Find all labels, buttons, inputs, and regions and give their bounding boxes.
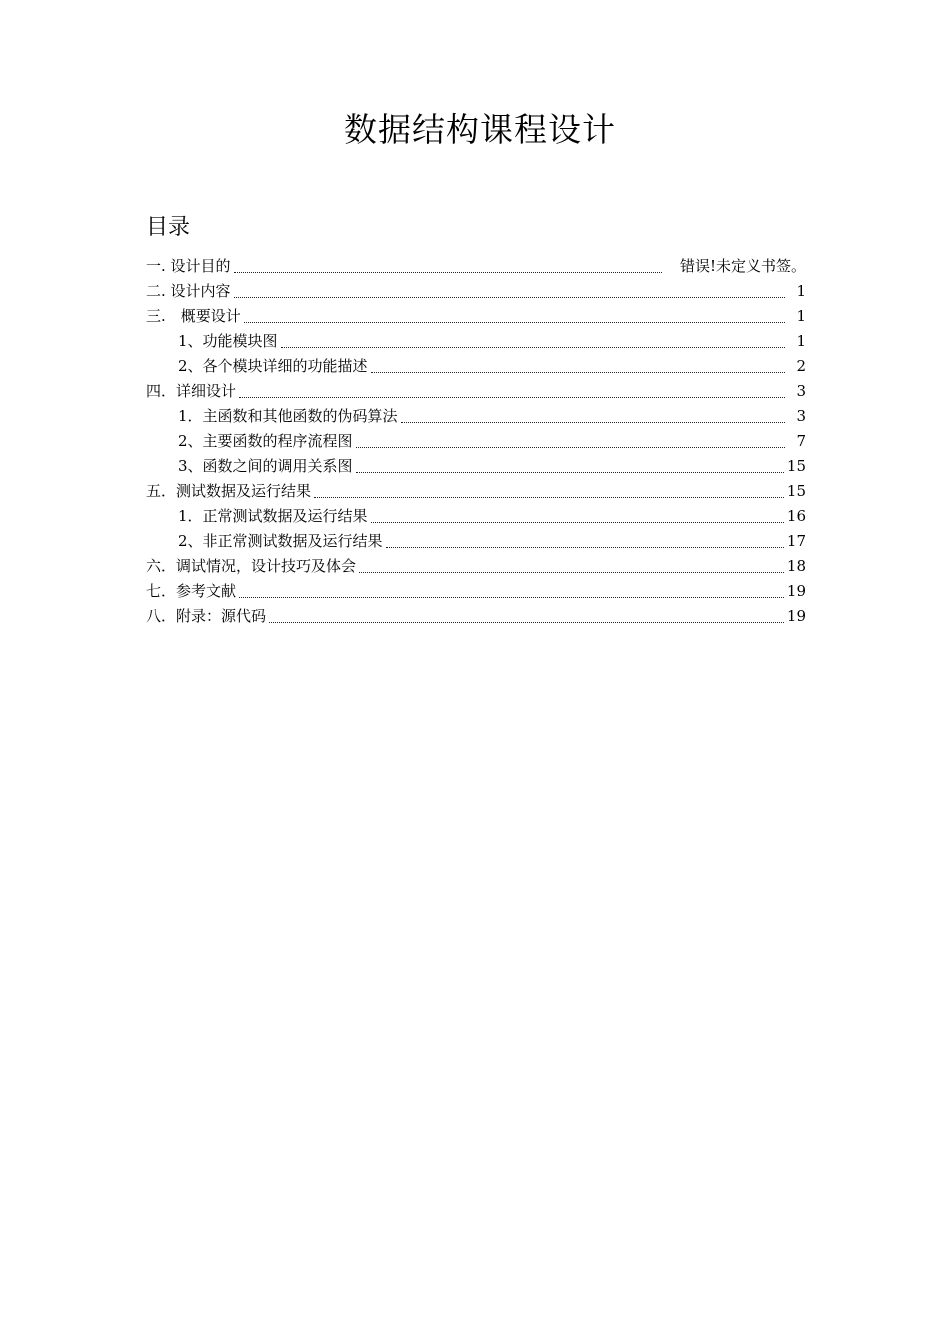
toc-leader-dots (371, 504, 784, 523)
toc-entry-title: 1．正常测试数据及运行结果 (178, 507, 368, 525)
toc-entry-title: 2、非正常测试数据及运行结果 (178, 532, 383, 550)
toc-entry[interactable] (146, 554, 806, 579)
toc-entry-page: 错误!未定义书签。 (679, 257, 806, 275)
toc-entry[interactable] (146, 479, 806, 504)
toc-leader-dots (239, 579, 784, 598)
toc-entry-title: 2、主要函数的程序流程图 (178, 432, 353, 450)
toc-heading: 目录 (146, 215, 191, 240)
toc-entry-page: 16 (786, 507, 806, 525)
toc-entry[interactable] (146, 379, 806, 404)
toc-subentry[interactable] (146, 429, 806, 454)
toc-entry-page: 1 (796, 307, 806, 325)
toc-entry-page: 19 (786, 582, 806, 600)
toc-entry-title: 五．测试数据及运行结果 (146, 482, 312, 500)
toc-leader-dots (386, 529, 784, 548)
toc-entry-page: 1 (796, 282, 806, 300)
toc-leader-dots (239, 379, 785, 398)
toc-entry-title: 八．附录：源代码 (146, 607, 267, 625)
toc-leader-dots (234, 254, 662, 273)
document-title: 数据结构课程设计 (344, 110, 616, 149)
toc-entry[interactable] (146, 304, 806, 329)
toc-entry-page: 18 (786, 557, 806, 575)
toc-entry-page: 2 (796, 357, 806, 375)
toc-entry[interactable] (146, 579, 806, 604)
toc-leader-dots (314, 479, 784, 498)
toc-entry-title: 四．详细设计 (146, 382, 237, 400)
toc-entry-title: 1、功能模块图 (178, 332, 278, 350)
toc-entry-page: 1 (796, 332, 806, 350)
toc-entry-title: 二. 设计内容 (146, 282, 231, 300)
toc-entry-title: 六．调试情况，设计技巧及体会 (146, 557, 357, 575)
toc-subentry[interactable] (146, 454, 806, 479)
toc-subentry[interactable] (146, 529, 806, 554)
toc-entry-title: 1．主函数和其他函数的伪码算法 (178, 407, 398, 425)
toc-entry-page: 3 (796, 407, 806, 425)
toc-entry-title: 三. 概要设计 (146, 307, 241, 325)
toc-subentry[interactable] (146, 329, 806, 354)
toc-entry-page: 15 (786, 482, 806, 500)
toc-leader-dots (401, 404, 785, 423)
toc-leader-dots (356, 454, 784, 473)
table-of-contents (146, 254, 806, 629)
toc-entry-title: 一. 设计目的 (146, 257, 231, 275)
toc-entry[interactable] (146, 604, 806, 629)
toc-entry-title: 2、各个模块详细的功能描述 (178, 357, 368, 375)
toc-leader-dots (244, 304, 785, 323)
toc-leader-dots (356, 429, 785, 448)
toc-entry[interactable] (146, 279, 806, 304)
toc-subentry[interactable] (146, 504, 806, 529)
toc-subentry[interactable] (146, 404, 806, 429)
toc-leader-dots (371, 354, 785, 373)
toc-entry-page: 19 (786, 607, 806, 625)
toc-entry-page: 17 (786, 532, 806, 550)
toc-entry-title: 七．参考文献 (146, 582, 237, 600)
toc-entry-page: 3 (796, 382, 806, 400)
toc-leader-dots (269, 604, 784, 623)
toc-entry[interactable] (146, 254, 806, 279)
toc-entry-page: 7 (796, 432, 806, 450)
toc-entry-page: 15 (786, 457, 806, 475)
toc-leader-dots (234, 279, 785, 298)
toc-leader-dots (359, 554, 784, 573)
toc-leader-dots (281, 329, 785, 348)
toc-entry-title: 3、函数之间的调用关系图 (178, 457, 353, 475)
toc-subentry[interactable] (146, 354, 806, 379)
